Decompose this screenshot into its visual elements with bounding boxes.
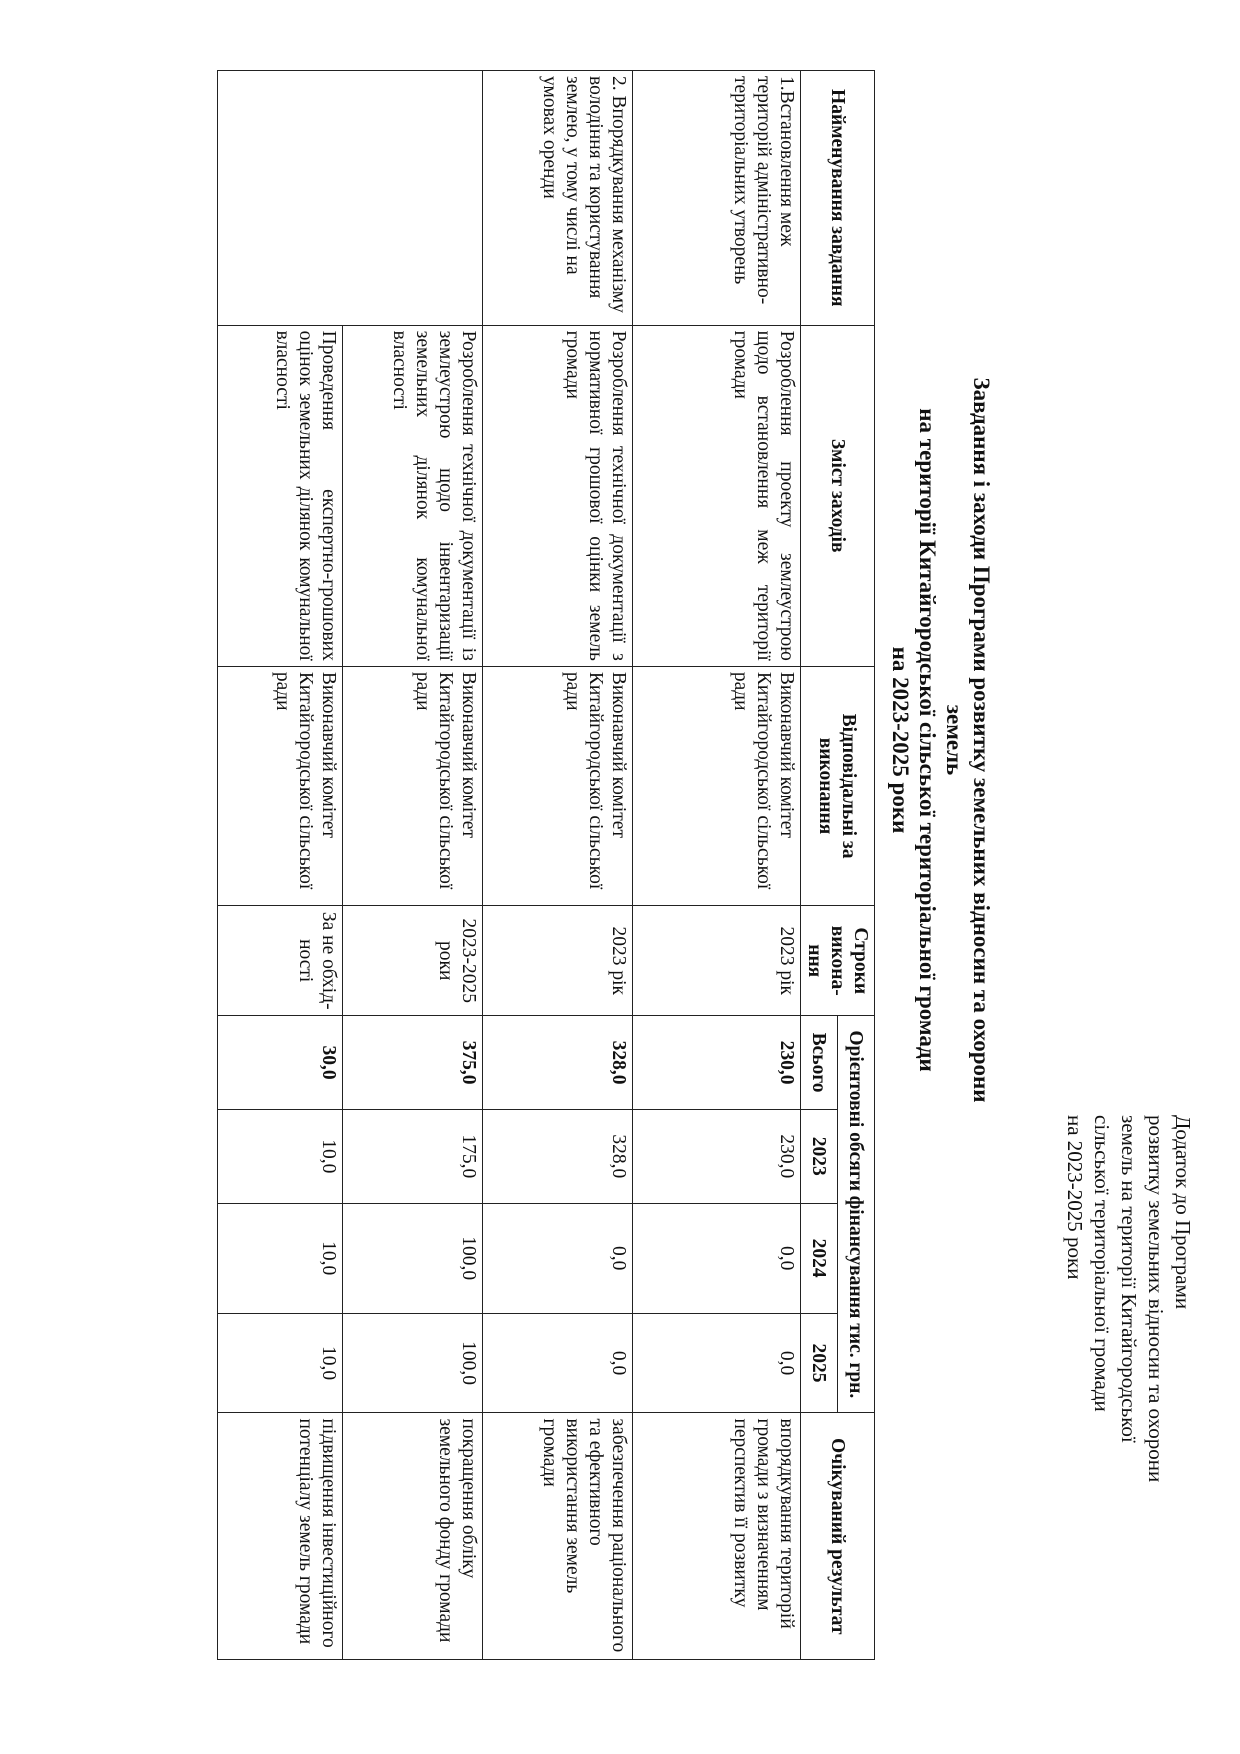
appendix-line: сільської територіальної громади: [1090, 1115, 1114, 1412]
cell-content: Розроблення проекту землеустрою щодо встановлення меж території громади: [633, 325, 801, 666]
cell-2025: 100,0: [343, 1313, 483, 1413]
cell-2024: 0,0: [633, 1203, 801, 1313]
cell-responsible: Виконавчий комітет Китайгородської сільської ради: [633, 666, 801, 905]
cell-total: 230,0: [633, 1016, 801, 1110]
cell-2024: 100,0: [343, 1203, 483, 1313]
cell-total: 30,0: [218, 1016, 343, 1110]
cell-terms: 2023 рік: [483, 906, 633, 1016]
table-row: [633, 71, 801, 1660]
header-total: Всього: [801, 1016, 838, 1110]
cell-terms: 2023-2025 роки: [343, 906, 483, 1016]
header-2024: 2024: [801, 1203, 838, 1313]
cell-content: Розроблення технічної документації з нормативної грошової оцінки земель громади: [483, 325, 633, 666]
cell-content: Розроблення технічної документації із землеустрою щодо інвентаризації земельних ділянок комунальної власності: [343, 325, 483, 666]
cell-task: 2. Впорядкування механізму володіння та користування землею, у тому числі на умовах оренди: [483, 71, 633, 326]
cell-2023: 230,0: [633, 1109, 801, 1203]
cell-2025: 0,0: [483, 1313, 633, 1413]
appendix-line: Додаток до Програми: [1171, 1115, 1195, 1310]
header-2025: 2025: [801, 1313, 838, 1413]
cell-responsible: Виконавчий комітет Китайгородської сільської ради: [218, 666, 343, 905]
appendix-line: земель на території Китайгородської: [1117, 1115, 1141, 1443]
title-line: на 2023-2025 роки: [888, 646, 913, 834]
cell-responsible: Виконавчий комітет Китайгородської сільської ради: [483, 666, 633, 905]
cell-terms: 2023 рік: [633, 906, 801, 1016]
cell-terms: За не обхід-ності: [218, 906, 343, 1016]
table-row: [483, 71, 633, 1660]
cell-2024: 10,0: [218, 1203, 343, 1313]
cell-result: впорядкування територій громади з визначенням перспектив її розвитку: [633, 1413, 801, 1660]
cell-result: підвищення інвестиційного потенціалу земель громади: [218, 1413, 343, 1660]
document-title: [887, 360, 995, 1120]
title-line: Завдання і заходи Програми розвитку земельних відносин та охорони земель: [942, 377, 994, 1103]
appendix-line: на 2023-2025 роки: [1063, 1115, 1087, 1280]
cell-result: покращення обліку земельного фонду громади: [343, 1413, 483, 1660]
table-header-row: [838, 71, 875, 1660]
header-financing: Орієнтовні обсяги фінансування тис. грн.: [838, 1016, 875, 1413]
header-responsible: Відповідальні за виконання: [801, 666, 875, 905]
cell-2023: 10,0: [218, 1109, 343, 1203]
cell-task: 1.Встановлення меж територій адміністративно-територіальних утворень: [633, 71, 801, 326]
cell-responsible: Виконавчий комітет Китайгородської сільської ради: [343, 666, 483, 905]
cell-2025: 10,0: [218, 1313, 343, 1413]
appendix-line: розвитку земельних відносин та охорони: [1144, 1115, 1168, 1483]
title-line: на території Китайгородської сільської територіальної громади: [915, 408, 940, 1072]
header-result: Очікуваний результат: [801, 1413, 875, 1660]
cell-total: 328,0: [483, 1016, 633, 1110]
cell-2024: 0,0: [483, 1203, 633, 1313]
header-terms: Строки викона-ння: [801, 906, 875, 1016]
cell-content: Проведення експертно-грошових оцінок земельних ділянок комунальної власності: [218, 325, 343, 666]
cell-result: забезпечення раціонального та ефективного використання земель громади: [483, 1413, 633, 1660]
table-row: [218, 71, 343, 1660]
cell-task: [218, 71, 343, 326]
tasks-table: [217, 70, 875, 1660]
cell-2025: 0,0: [633, 1313, 801, 1413]
table-row: [343, 71, 483, 1660]
appendix-note: [1061, 1115, 1196, 1635]
cell-2023: 328,0: [483, 1109, 633, 1203]
cell-total: 375,0: [343, 1016, 483, 1110]
cell-2023: 175,0: [343, 1109, 483, 1203]
header-content: Зміст заходів: [801, 325, 875, 666]
cell-task: [343, 71, 483, 326]
header-task: Найменування завдання: [801, 71, 875, 326]
header-2023: 2023: [801, 1109, 838, 1203]
